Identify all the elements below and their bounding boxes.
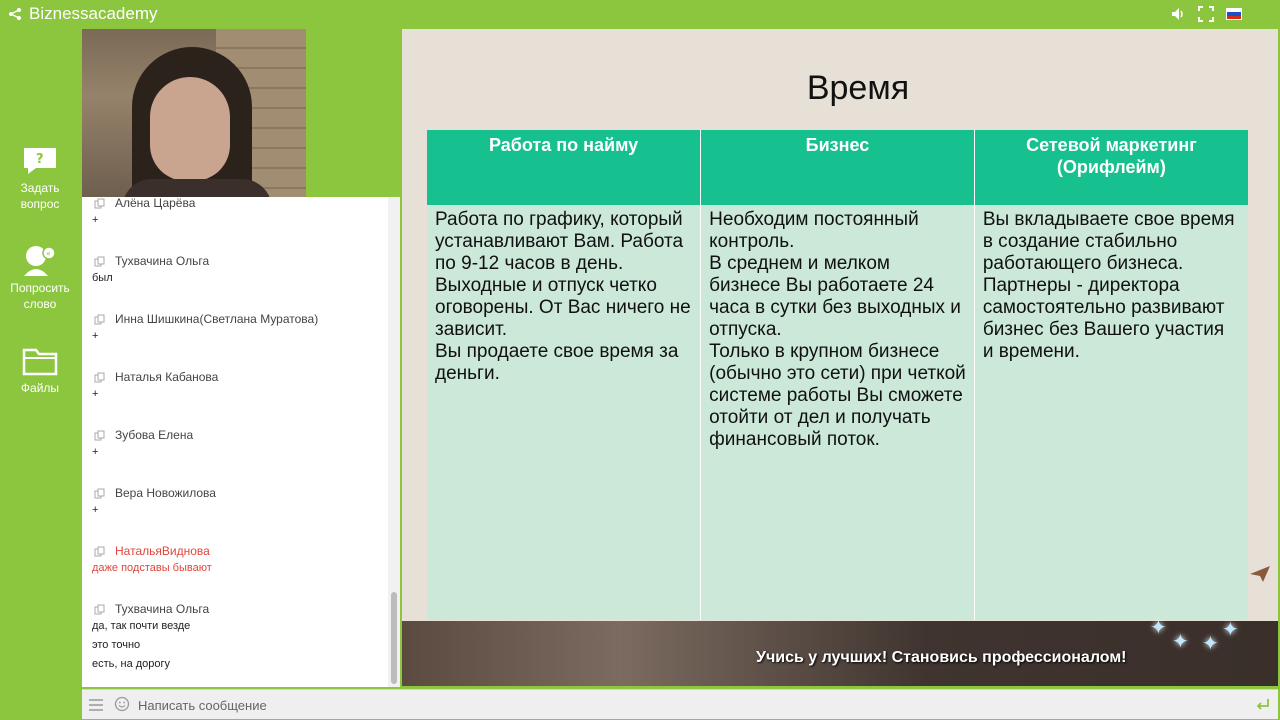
- slide-title: Время: [806, 69, 910, 107]
- request-floor-label: Попросить слово: [10, 281, 70, 311]
- message-input-bar: [82, 689, 1278, 719]
- column-header: Работа по найму: [427, 130, 701, 205]
- message-text: даже подставы бывают: [92, 562, 212, 574]
- folder-icon: [22, 346, 58, 376]
- message-input[interactable]: [138, 694, 1238, 716]
- ask-question-button[interactable]: [0, 146, 80, 212]
- emoji-icon[interactable]: [114, 696, 130, 712]
- menu-icon[interactable]: [88, 698, 104, 712]
- message-text: это точно: [92, 639, 141, 651]
- chat-panel[interactable]: [82, 197, 398, 687]
- message-text: +: [92, 214, 99, 226]
- presenter-video[interactable]: [82, 29, 306, 197]
- app-title-text: Biznessacademy: [29, 4, 158, 23]
- svg-text:?: ?: [36, 152, 44, 167]
- chat-message: [92, 427, 382, 462]
- speaker-person-icon: [22, 244, 58, 276]
- chat-message: [92, 253, 382, 288]
- language-flag-icon[interactable]: [1226, 8, 1242, 20]
- cell-paragraph: Вы вкладываете свое время в создание стабильно работающего бизнеса. Партнеры - директора самостоятельно развивают бизнес без Вашего участия и времени.: [982, 209, 1235, 362]
- table-cell: [974, 205, 1248, 620]
- copy-icon[interactable]: [94, 546, 105, 557]
- message-text: +: [92, 388, 99, 400]
- message-text: есть, на дорогу: [92, 658, 171, 670]
- message-text: да, так почти везде: [92, 620, 191, 632]
- cell-paragraph: Вы продаете свое время за деньги.: [435, 341, 679, 384]
- question-bubble-icon: [22, 146, 58, 176]
- app-title: [8, 4, 158, 24]
- cell-paragraph: В среднем и мелком бизнесе Вы работаете 24 часа в сутки без выходных и отпуска.: [709, 253, 961, 340]
- svg-text:«: «: [46, 249, 51, 258]
- volume-icon[interactable]: [1170, 6, 1186, 22]
- chat-message: [92, 485, 382, 520]
- copy-icon[interactable]: [94, 198, 105, 209]
- message-author: Тухвачина Ольга: [92, 601, 382, 617]
- table-row: [427, 205, 1248, 620]
- chat-message-highlighted: [92, 543, 382, 578]
- message-author: Наталья Кабанова: [92, 369, 382, 385]
- message-text: +: [92, 504, 99, 516]
- message-author: Инна Шишкина(Светлана Муратова): [92, 311, 382, 327]
- chat-message: [92, 369, 382, 404]
- fullscreen-icon[interactable]: [1198, 6, 1214, 22]
- table-cell: [701, 205, 975, 620]
- table-cell: [427, 205, 701, 620]
- copy-icon[interactable]: [94, 372, 105, 383]
- cell-paragraph: Работа по графику, который устанавливают Вам. Работа по 9-12 часов в день. Выходные и отпуск четко оговорены. От Вас ничего не зависит.: [435, 209, 691, 340]
- column-header: Сетевой маркетинг (Орифлейм): [974, 130, 1248, 205]
- star-icon: ✦: [1202, 633, 1219, 655]
- message-author: Вера Новожилова: [92, 485, 382, 501]
- files-label: Файлы: [20, 381, 60, 395]
- message-author: Алёна Царёва: [92, 197, 382, 211]
- chat-message: [92, 197, 382, 230]
- message-author: Зубова Елена: [92, 427, 382, 443]
- star-icon: ✦: [1150, 617, 1167, 639]
- slide-banner: [402, 617, 1278, 686]
- star-icon: ✦: [1172, 631, 1189, 653]
- paper-plane-icon: [1249, 564, 1271, 584]
- top-bar: [0, 0, 1280, 28]
- copy-icon[interactable]: [94, 488, 105, 499]
- table-header-row: [427, 130, 1248, 205]
- message-author: Тухвачина Ольга: [92, 253, 382, 269]
- copy-icon[interactable]: [94, 430, 105, 441]
- share-icon[interactable]: [8, 7, 22, 21]
- ask-question-label: Задать вопрос: [20, 181, 60, 211]
- copy-icon[interactable]: [94, 314, 105, 325]
- chat-scrollbar-thumb[interactable]: [391, 592, 397, 684]
- chat-message: [92, 311, 382, 346]
- files-button[interactable]: [0, 346, 80, 396]
- comparison-table: [427, 130, 1248, 620]
- left-rail: [0, 28, 80, 720]
- star-icon: ✦: [1222, 619, 1239, 641]
- column-header: Бизнес: [701, 130, 975, 205]
- request-floor-button[interactable]: [0, 244, 80, 312]
- banner-slogan: Учись у лучших! Становись профессионалом!: [756, 649, 1127, 666]
- send-icon[interactable]: [1256, 698, 1270, 712]
- cell-paragraph: Необходим постоянный контроль.: [709, 209, 919, 252]
- message-text: +: [92, 330, 99, 342]
- copy-icon[interactable]: [94, 256, 105, 267]
- message-text: был: [92, 272, 113, 284]
- cell-paragraph: Только в крупном бизнесе (обычно это сети) при четкой системе работы Вы сможете отойти от дел и получать финансовый поток.: [709, 341, 966, 450]
- copy-icon[interactable]: [94, 604, 105, 615]
- message-text: +: [92, 446, 99, 458]
- message-author: НатальяВиднова: [92, 543, 382, 559]
- chat-message: [92, 601, 382, 674]
- presentation-slide: [402, 29, 1278, 686]
